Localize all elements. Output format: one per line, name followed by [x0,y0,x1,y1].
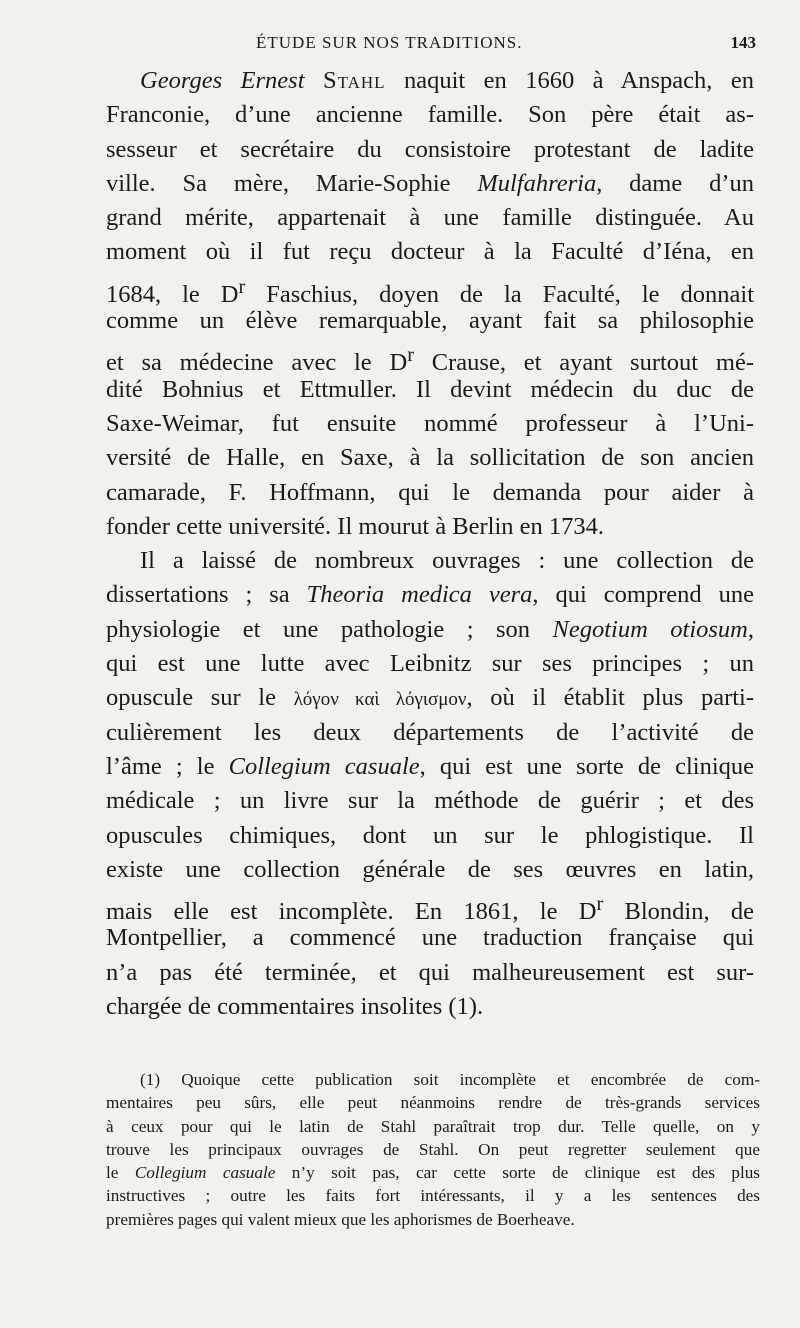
text-line [106,64,754,98]
text-line [106,750,754,784]
footnote-line: à ceux pour qui le latin de Stahl paraîtrait trop dur. Telle quelle, on y [106,1116,760,1136]
text-line: n’a pas été terminée, et qui malheureusement est sur- [106,958,754,986]
text-line: Montpellier, a commencé une traduction française qui [106,924,754,952]
text-line: grand mérite, appartenait à une famille distinguée. Au [106,204,754,232]
work-title: Collegium casuale [228,752,420,780]
text-line: dité Bohnius et Ettmuller. Il devint médecin du duc de [106,375,754,403]
superscript: r [407,344,414,367]
line-text: naquit en 1660 à Anspach, en [403,67,754,94]
footnote [106,1068,760,1231]
line-text: mais elle est incomplète. En 1861, le D [106,898,597,926]
superscript: r [238,275,246,298]
line-text: Blondin, de [603,898,754,926]
running-title: ÉTUDE SUR NOS TRADITIONS. [256,33,523,52]
text-line [106,887,754,926]
text-line [106,681,754,715]
running-header [106,33,766,57]
text-line: existe une collection générale de ses œuvres en latin, [106,855,754,883]
line-text: et sa médecine avec le D [106,349,408,377]
text-line: culièrement les deux départements de l’activité de [106,718,754,746]
line-text: , où il établit plus parti- [466,684,754,712]
main-text [106,64,754,1024]
text-line [106,338,755,377]
line-text: , [747,615,754,643]
text-line: fonder cette université. Il mourut à Berlin en 1734. [106,512,605,540]
text-line: Franconie, d’une ancienne famille. Son père était as- [106,101,754,129]
line-text: physiologie et une pathologie ; son [106,615,531,643]
text-line [106,270,755,308]
line-text: l’âme ; le [106,752,215,780]
line-text: , dame d’un [596,169,754,197]
text-line: moment où il fut reçu docteur à la Faculté d’Iéna, en [106,238,754,266]
text-line: camarade, F. Hoffmann, qui le demanda pour aider à [106,478,754,506]
greek-phrase: λόγον καὶ λόγισμον [293,689,467,711]
text-line: médicale ; un livre sur la méthode de guérir ; et des [106,787,754,815]
line-text: ville. Sa mère, Marie-Sophie [106,169,451,197]
author-surname: Stahl [322,67,386,94]
text-line: Saxe-Weimar, fut ensuite nommé professeur à l’Uni- [106,409,754,437]
superscript: r [596,893,604,916]
line-text: opuscule sur le [106,684,276,712]
text-line: chargée de commentaires insolites (1). [106,993,484,1021]
text-line: qui est une lutte avec Leibnitz sur ses principes ; un [106,650,754,678]
line-text: 1684, le D [106,280,239,308]
footnote-line: mentaires peu sûrs, elle peut néanmoins rendre de très-grands services [106,1093,760,1113]
text-line [106,613,754,647]
line-text: n’y soit pas, car cette sorte de clinique est des plus [291,1163,761,1183]
line-text: , qui comprend une [532,581,754,609]
text-line: comme un élève remarquable, ayant fait sa philosophie [106,307,754,335]
work-title: Collegium casuale [134,1163,276,1183]
text-line: Il a laissé de nombreux ouvrages : une collection de [140,547,754,575]
text-line: sesseur et secrétaire du consistoire protestant de ladite [106,135,754,163]
line-text: Crause, et ayant surtout mé- [413,349,755,377]
footnote-line: (1) Quoique cette publication soit incomplète et encombrée de com- [140,1070,760,1089]
footnote-line: premières pages qui valent mieux que les aphorismes de Boerheave. [106,1209,575,1229]
mother-surname: Mulfahreria [477,169,597,197]
author-first-names: Georges Ernest [140,67,305,94]
line-text: dissertations ; sa [106,581,290,609]
text-line [106,167,754,201]
work-title: Negotium otiosum [552,615,748,643]
footnote-line: instructives ; outre les faits fort intéressants, il y a les sentences des [106,1186,760,1206]
line-text: , qui est une sorte de clinique [419,752,754,780]
text-line: opuscules chimiques, dont un sur le phlogistique. Il [106,821,754,849]
text-line [106,578,754,612]
line-text: le [106,1163,119,1183]
footnote-line: trouve les principaux ouvrages de Stahl. On peut regretter seulement que [106,1139,760,1159]
footnote-line [106,1161,760,1184]
text-line: versité de Halle, en Saxe, à la sollicitation de son ancien [106,444,754,472]
page-number: 143 [730,33,756,52]
work-title: Theoria medica vera [306,581,533,609]
line-text: Faschius, doyen de la Faculté, le donnait [245,280,755,308]
